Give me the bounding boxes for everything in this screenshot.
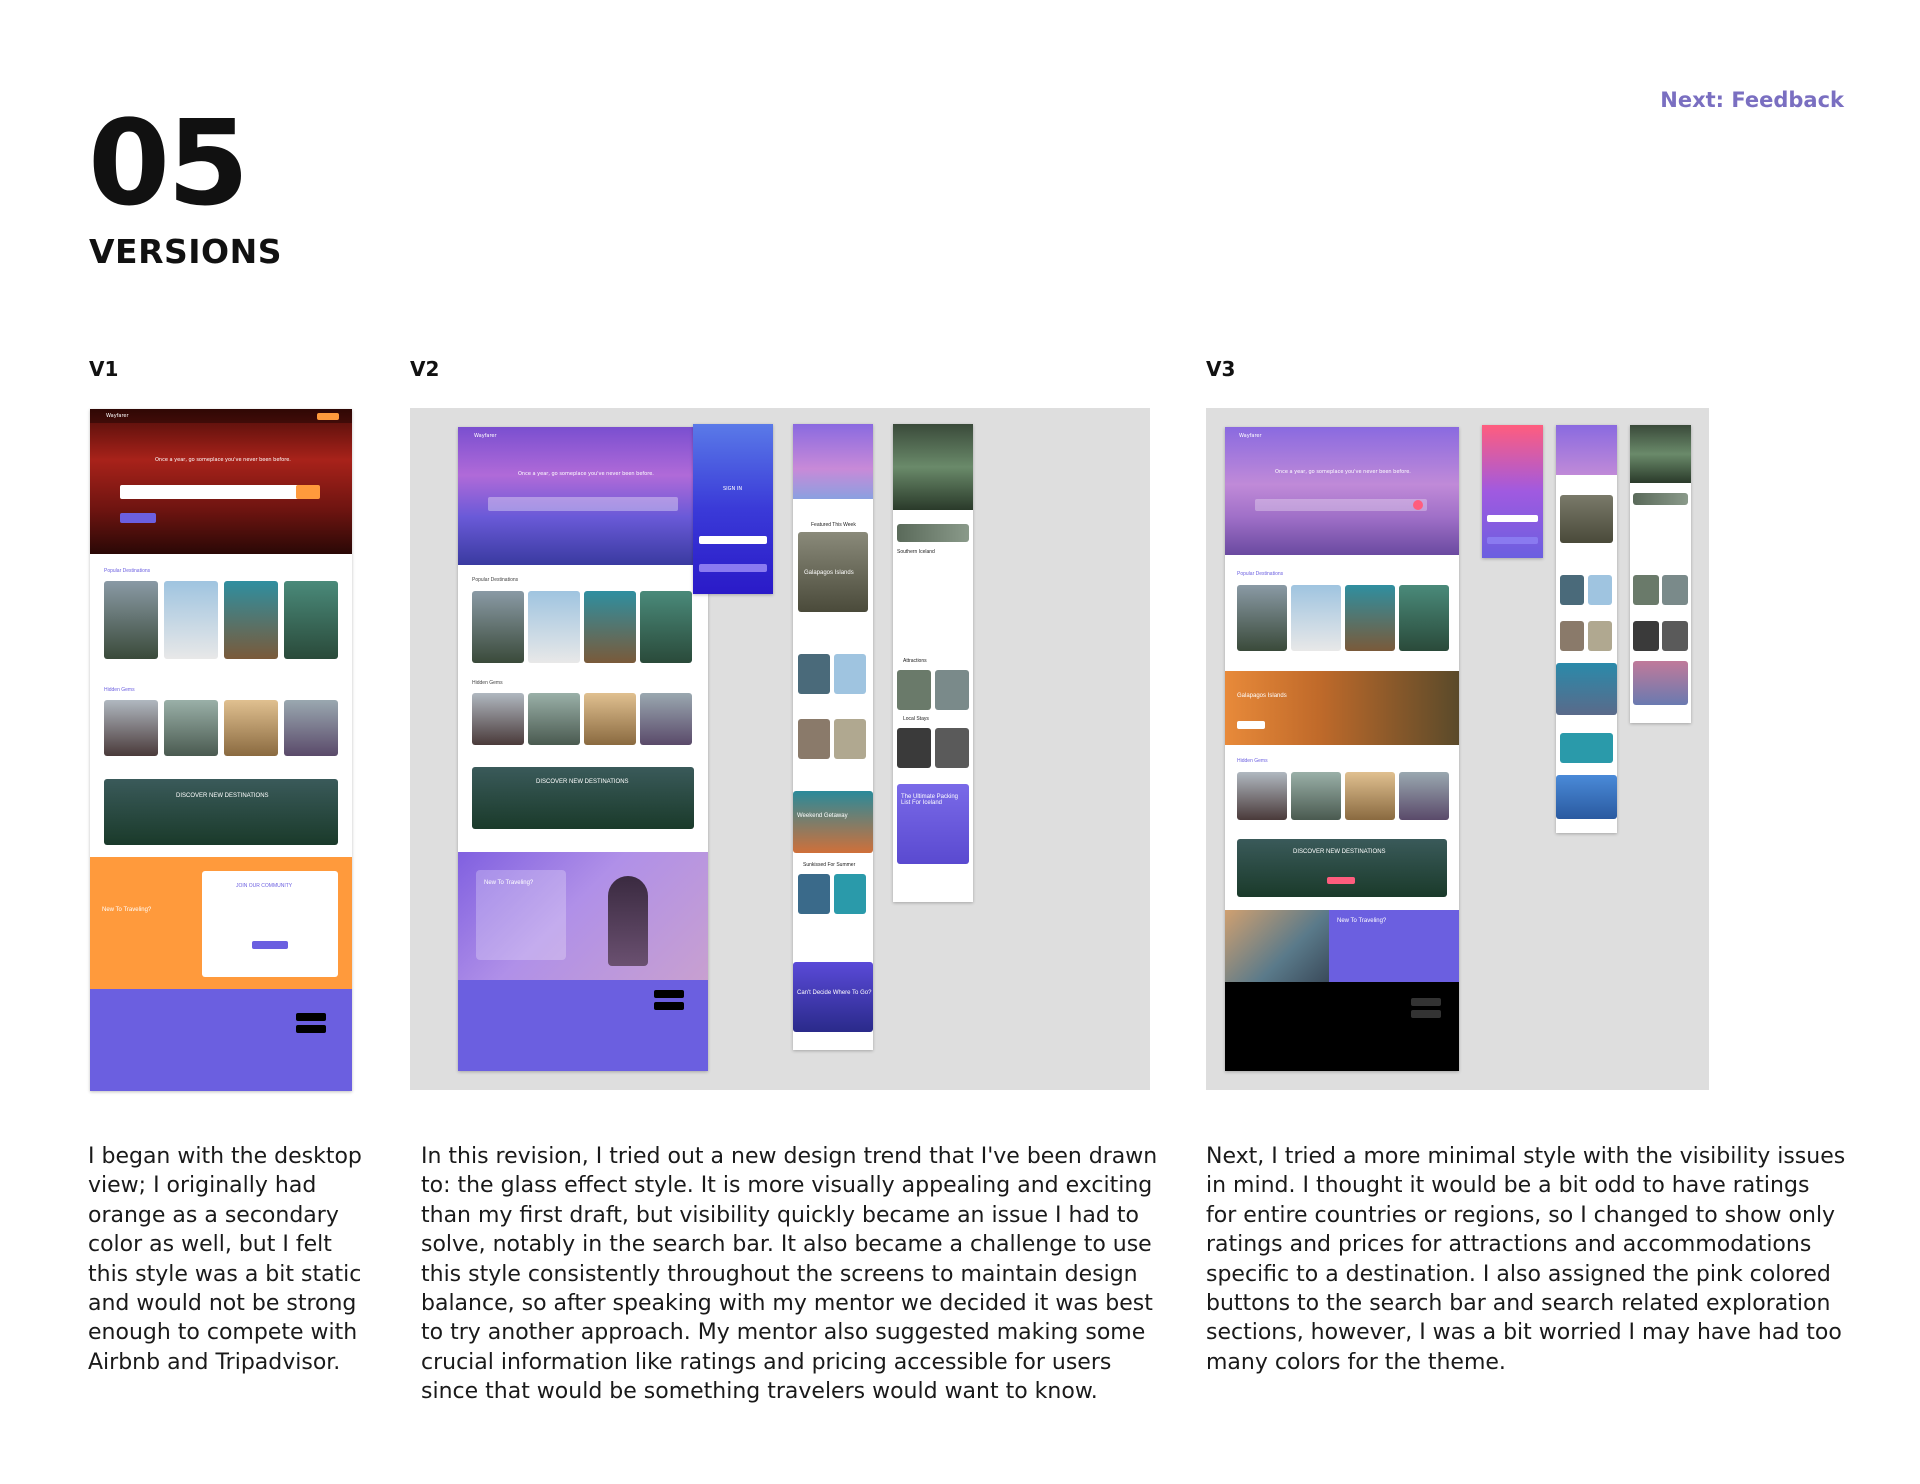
v3-mobile-signin <box>1482 425 1543 558</box>
v2-hero: Wayfarer Once a year, go someplace you've never been before. <box>458 427 708 565</box>
v2-description: In this revision, I tried out a new design trend that I've been drawn to: the glass effect style. It is more visually appealing and exciting than my first draft, but visibility quickly became an issue I had to solve, notably in the search bar. It also became a challenge to use this style consistently throughout the screens to maintain design balance, so after speaking with my mentor we decided it was best to try another approach. My mentor also suggested making some crucial information like ratings and pricing accessible for users since that would be something travelers would want to know. <box>421 1144 1158 1405</box>
v1-hidden-label: Hidden Gems <box>104 687 135 693</box>
v1-footer <box>90 989 352 1091</box>
v3-description: Next, I tried a more minimal style with the visibility issues in mind. I thought it would be a bit odd to have ratings for entire countries or regions, so I changed to show only ratings and prices for attractions and accommodations specific to a destination. I also assigned the pink colored buttons to the search bar and search related exploration sections, however, I was a bit worried I may have had too many colors for the theme. <box>1206 1144 1846 1375</box>
v2-mobile-destination: Southern Iceland Attractions Local Stays The Ultimate Packing List For Iceland <box>893 424 973 902</box>
v1-discover-banner: DISCOVER NEW DESTINATIONS <box>104 779 338 845</box>
v1-brand: Wayfarer <box>106 413 129 419</box>
v2-panel <box>410 408 1150 1090</box>
v3-panel <box>1206 408 1709 1090</box>
v2-desktop-mockup: Wayfarer Once a year, go someplace you've never been before. Popular Destinations Hidden Gems DISCOVER NEW DESTINATIONS New To Traveling? <box>458 427 708 1071</box>
v1-desktop-mockup <box>90 409 352 1091</box>
v1-popular-label: Popular Destinations <box>104 568 151 574</box>
section-title: VERSIONS <box>89 232 282 271</box>
v3-mobile-home <box>1556 425 1617 833</box>
v2-mobile-home: Featured This Week Galapagos Islands Weekend Getaway Sunkissed For Summer Can't Decide Where To Go? <box>793 424 873 1050</box>
v1-description: I began with the desktop view; I originally had orange as a secondary color as well, but I felt this style was a bit static and would not be strong enough to compete with Airbnb and Tripadvisor. <box>88 1144 362 1375</box>
v2-mobile-signin: SIGN IN <box>693 424 773 594</box>
v3-desktop-mockup: Wayfarer Once a year, go someplace you've never been before. Popular Destinations Galapagos Islands Hidden Gems DISCOVER NEW DESTINATIONS New To Traveling? <box>1225 427 1459 1071</box>
v1-community-section: New To Traveling? JOIN OUR COMMUNITY <box>90 857 352 989</box>
v3-label: V3 <box>1206 357 1236 381</box>
v1-label: V1 <box>89 357 119 381</box>
v3-mobile-destination <box>1630 425 1691 723</box>
v1-hero <box>90 409 352 554</box>
next-feedback-link[interactable]: Next: Feedback <box>1660 88 1844 112</box>
v2-label: V2 <box>410 357 440 381</box>
section-number: 05 <box>88 94 247 232</box>
v1-tagline: Once a year, go someplace you've never been before. <box>155 457 291 463</box>
